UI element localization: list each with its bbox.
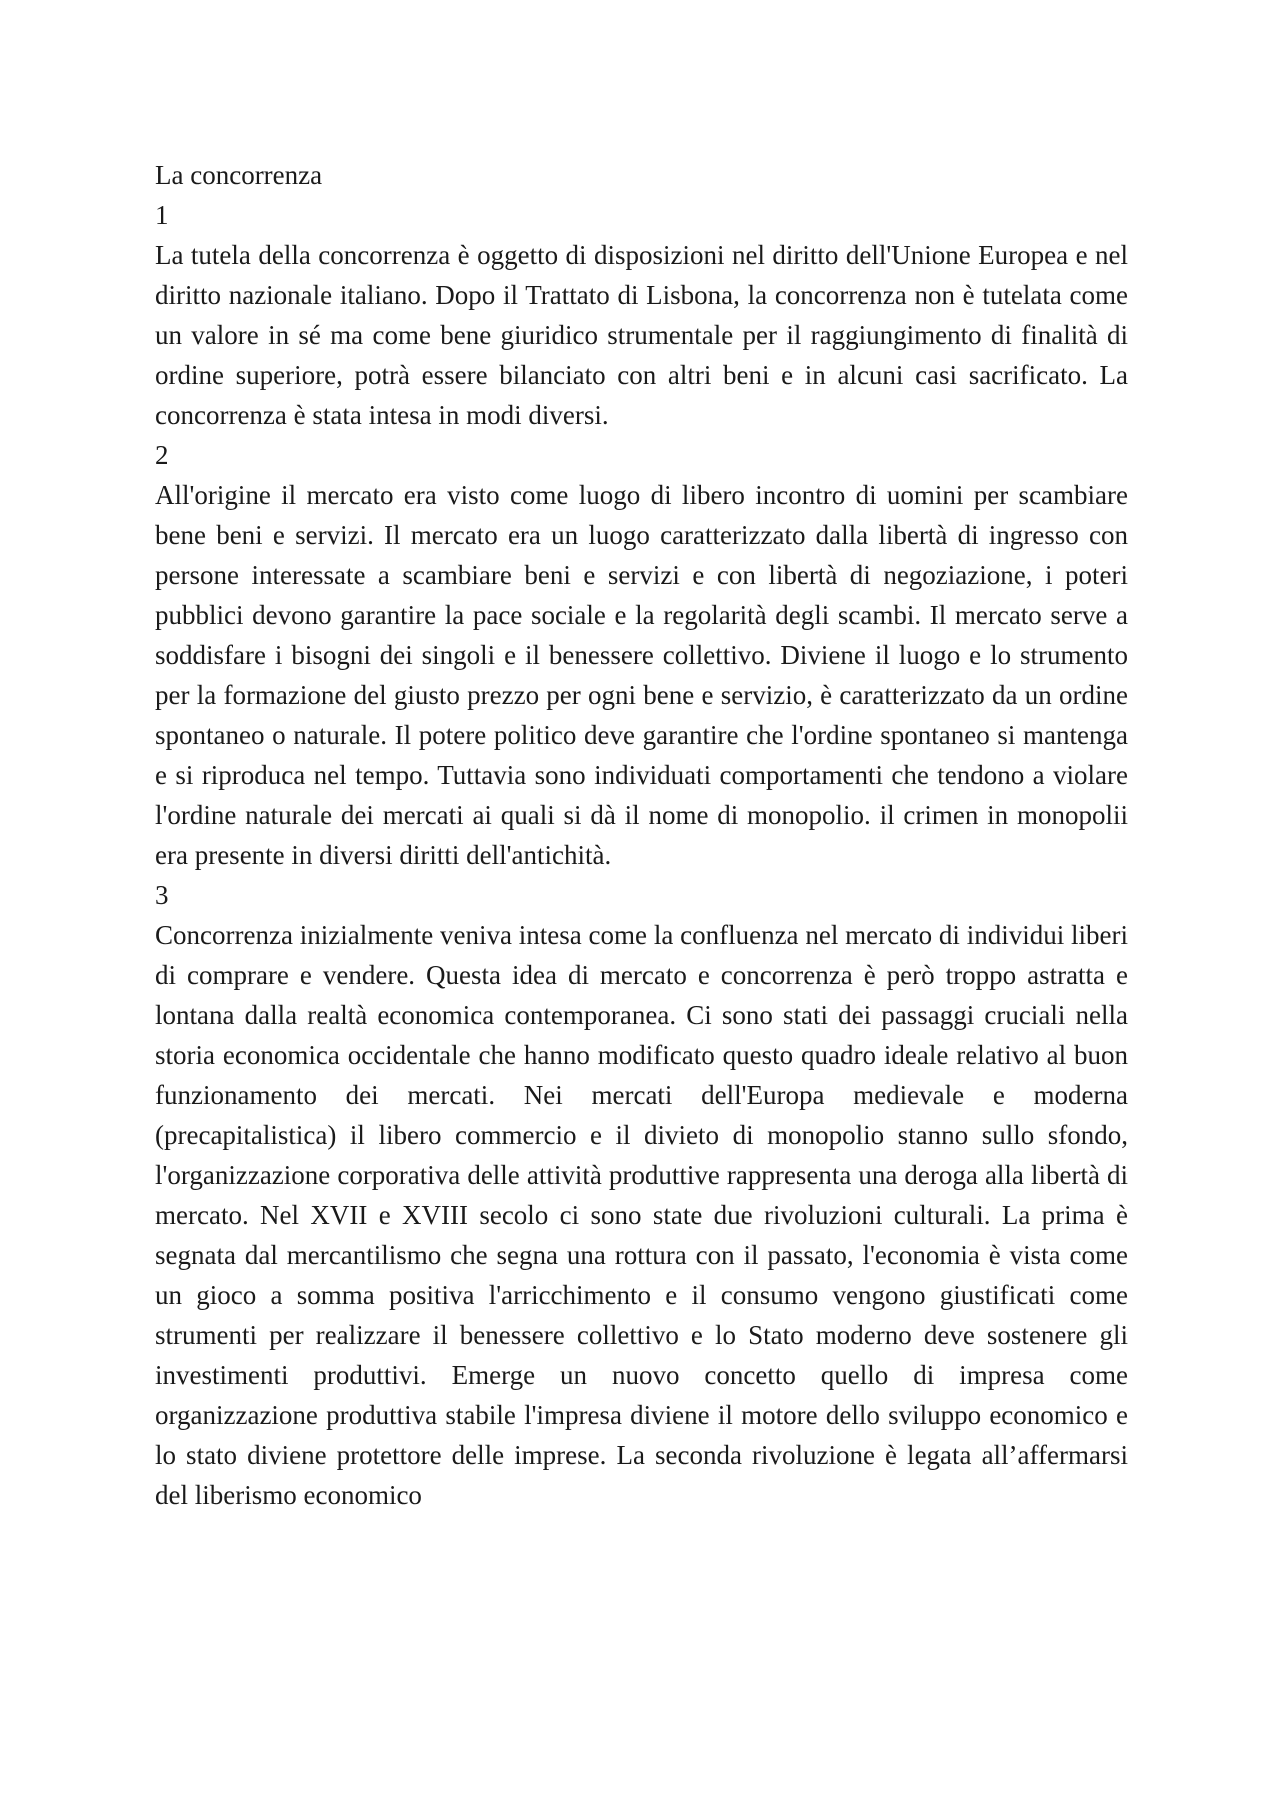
section-paragraph: All'origine il mercato era visto come luogo di libero incontro di uomini per scambiare bene beni e servizi. Il mercato era un luogo caratterizzato dalla libertà di ingresso con persone interessate a scambiare beni e servizi e con libertà di negoziazione, i poteri pubblici devono garantire la pace sociale e la regolarità degli scambi. Il mercato serve a soddisfare i bisogni dei singoli e il benessere collettivo. Diviene il luogo e lo strumento per la formazione del giusto prezzo per ogni bene e servizio, è caratterizzato da un ordine spontaneo o naturale. Il potere politico deve garantire che l'ordine spontaneo si mantenga e si riproduca nel tempo. Tuttavia sono individuati comportamenti che tendono a violare l'ordine naturale dei mercati ai quali si dà il nome di monopolio. il crimen in monopolii era presente in diversi diritti dell'antichità. [155,480,1128,870]
section-number: 3 [155,880,169,910]
section-paragraph: Concorrenza inizialmente veniva intesa come la confluenza nel mercato di individui liberi di comprare e vendere. Questa idea di mercato e concorrenza è però troppo astratta e lontana dalla realtà economica contemporanea. Ci sono stati dei passaggi cruciali nella storia economica occidentale che hanno modificato questo quadro ideale relativo al buon funzionamento dei mercati. Nei mercati dell'Europa medievale e moderna (precapitalistica) il libero commercio e il divieto di monopolio stanno sullo sfondo, l'organizzazione corporativa delle attività produttive rappresenta una deroga alla libertà di mercato. Nel XVII e XVIII secolo ci sono state due rivoluzioni culturali. La prima è segnata dal mercantilismo che segna una rottura con il passato, l'economia è vista come un gioco a somma positiva l'arricchimento e il consumo vengono giustificati come strumenti per realizzare il benessere collettivo e lo Stato moderno deve sostenere gli investimenti produttivi. Emerge un nuovo concetto quello di impresa come organizzazione produttiva stabile l'impresa diviene il motore dello sviluppo economico e lo stato diviene protettore delle imprese. La seconda rivoluzione è legata all’affermarsi del liberismo economico [155,920,1128,1510]
section-number: 1 [155,200,169,230]
document-body [155,155,1128,1515]
section-number: 2 [155,440,169,470]
document-title: La concorrenza [155,160,323,190]
section-paragraph: La tutela della concorrenza è oggetto di disposizioni nel diritto dell'Unione Europea e nel diritto nazionale italiano. Dopo il Trattato di Lisbona, la concorrenza non è tutelata come un valore in sé ma come bene giuridico strumentale per il raggiungimento di finalità di ordine superiore, potrà essere bilanciato con altri beni e in alcuni casi sacrificato. La concorrenza è stata intesa in modi diversi. [155,240,1128,430]
